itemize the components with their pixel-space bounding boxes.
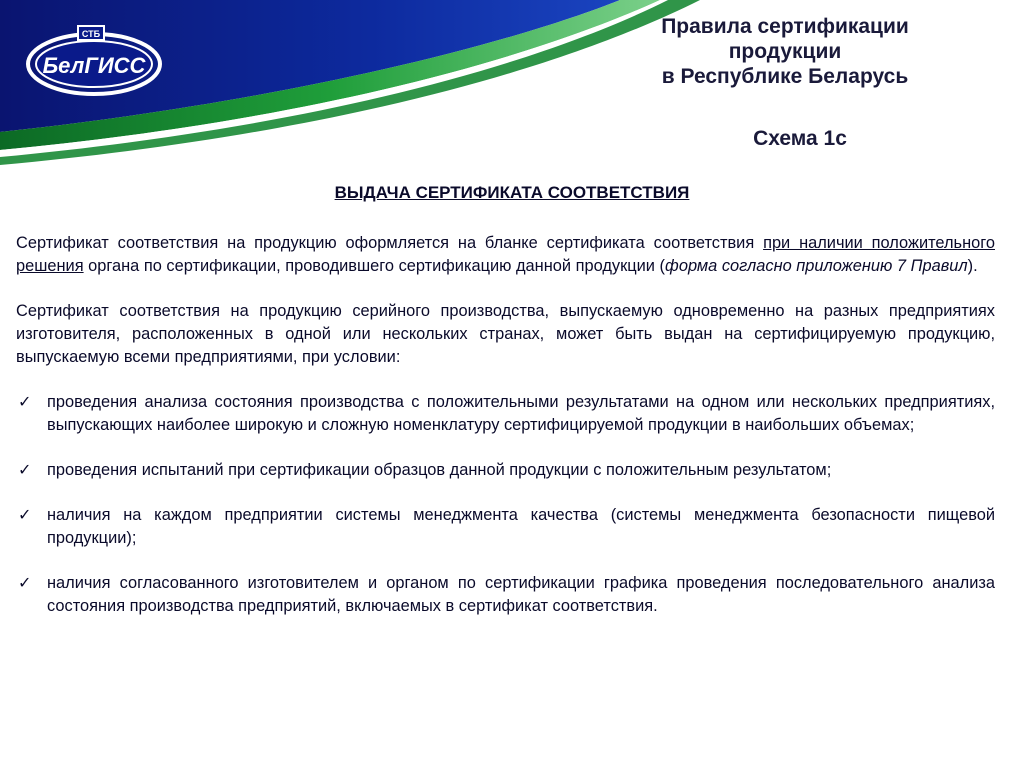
paragraph-1-underlined: при наличии положительного решения	[16, 234, 995, 275]
title-line-1: Правила сертификации	[661, 15, 909, 38]
paragraph-1-text-b: органа по сертификации, проводившего сертификацию данной продукции (	[83, 257, 665, 275]
list-item	[16, 459, 995, 482]
list-item	[16, 572, 995, 618]
title-line-3: в Республике Беларусь	[661, 65, 909, 88]
paragraph-1-italic: форма согласно приложению 7 Правил	[664, 257, 968, 275]
belgiss-logo	[22, 22, 172, 102]
list-item-text: проведения анализа состояния производства с положительными результатами на одном или нескольких предприятиях, выпускающих наиболее широкую и сложную номенклатуру сертифицируемой продукции в наибольших объемах;	[47, 393, 995, 434]
check-mark-icon: ✓	[18, 507, 32, 524]
check-mark-icon: ✓	[18, 462, 32, 479]
svg-text:СТБ: СТБ	[81, 29, 101, 39]
svg-text:БелГИСС: БелГИСС	[42, 53, 146, 78]
list-item-text: проведения испытаний при сертификации образцов данной продукции с положительным результатом;	[47, 461, 832, 479]
list-item	[16, 504, 995, 550]
check-mark-icon: ✓	[18, 394, 32, 411]
title-line-2: продукции	[728, 40, 842, 63]
list-item	[16, 391, 995, 437]
body-content	[16, 232, 995, 640]
paragraph-2: Сертификат соответствия на продукцию серийного производства, выпускаемую одновременно на разных предприятиях изготовителя, расположенных в одной или нескольких странах, может быть выдан на сертифицируемую продукцию, выпускаемую всеми предприятиями, при условии:	[16, 302, 995, 366]
paragraph-1	[16, 232, 995, 278]
paragraph-1-text-c: ).	[967, 257, 978, 275]
header-banner	[0, 0, 1024, 185]
list-item-text: наличия согласованного изготовителем и органом по сертификации графика проведения последовательного анализа состояния производства предприятий, включаемых в сертификат соответствия.	[47, 574, 995, 615]
paragraph-1-text-a: Сертификат соответствия на продукцию оформляется на бланке сертификата соответствия	[16, 234, 764, 252]
scheme-label: Схема 1с	[753, 127, 847, 150]
list-item-text: наличия на каждом предприятии системы менеджмента качества (системы менеджмента безопасности пищевой продукции);	[47, 506, 995, 547]
title-block	[570, 14, 1000, 151]
conditions-list	[16, 391, 995, 618]
check-mark-icon: ✓	[18, 575, 32, 592]
section-heading: ВЫДАЧА СЕРТИФИКАТА СООТВЕТСТВИЯ	[334, 183, 690, 202]
